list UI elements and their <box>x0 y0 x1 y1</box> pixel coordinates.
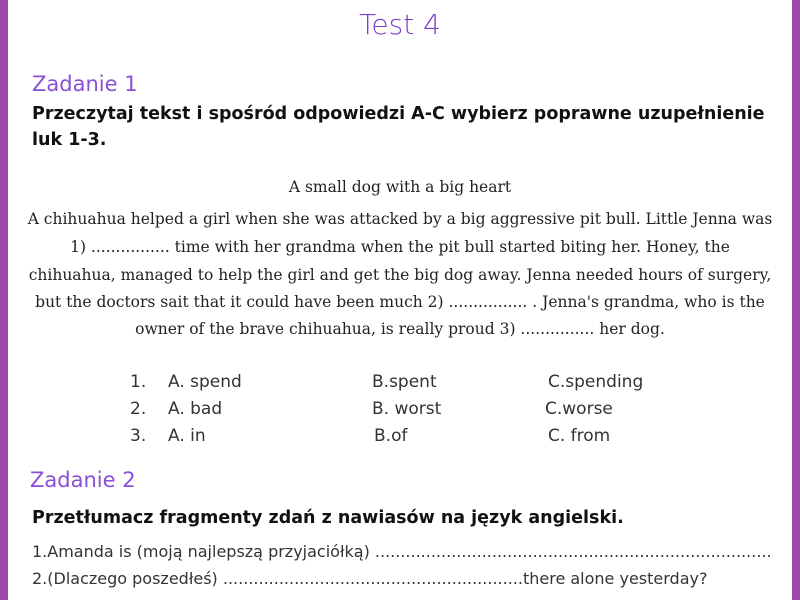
task1-heading: Zadanie 1 <box>32 72 138 96</box>
story-line: 1) ................ time with her grandma when the pit bull started biting her. Honey, the <box>70 238 730 256</box>
task1-instruction: Przeczytaj tekst i spośród odpowiedzi A-C wybierz poprawne uzupełnienie luk 1-3. <box>32 104 765 150</box>
option-c: C. from <box>548 426 611 446</box>
translation-item: 1.Amanda is (moją najlepszą przyjaciółką) .............................................................................. <box>32 542 772 561</box>
translation-item: 2.(Dlaczego poszedłeś) ...........................................................there alone yesterday? <box>32 569 708 588</box>
option-c: C.worse <box>545 399 613 419</box>
option-b: B.of <box>374 426 408 446</box>
story-line: owner of the brave chihuahua, is really proud 3) ............... her dog. <box>135 320 665 338</box>
story-line: chihuahua, managed to help the girl and get the big dog away. Jenna needed hours of surgery, <box>28 266 772 284</box>
option-number: 1. <box>130 372 147 392</box>
option-row <box>8 426 792 450</box>
task2-heading: Zadanie 2 <box>30 468 136 492</box>
option-a: A. in <box>168 426 206 446</box>
option-b: B.spent <box>372 372 437 392</box>
test-title: Test 4 <box>359 8 441 41</box>
option-row <box>8 399 792 423</box>
story-title: A small dog with a big heart <box>288 178 512 196</box>
option-b: B. worst <box>372 399 442 419</box>
option-number: 3. <box>130 426 147 446</box>
document-page <box>8 0 792 600</box>
story-line: A chihuahua helped a girl when she was attacked by a big aggressive pit bull. Little Jenna was <box>27 210 773 228</box>
story-line: but the doctors sait that it could have been much 2) ................ . Jenna's grandma, who is the <box>35 293 765 311</box>
option-a: A. bad <box>168 399 223 419</box>
option-number: 2. <box>130 399 147 419</box>
option-a: A. spend <box>168 372 242 392</box>
option-c: C.spending <box>548 372 644 392</box>
option-row <box>8 372 792 396</box>
task2-instruction: Przetłumacz fragmenty zdań z nawiasów na język angielski. <box>32 508 624 528</box>
